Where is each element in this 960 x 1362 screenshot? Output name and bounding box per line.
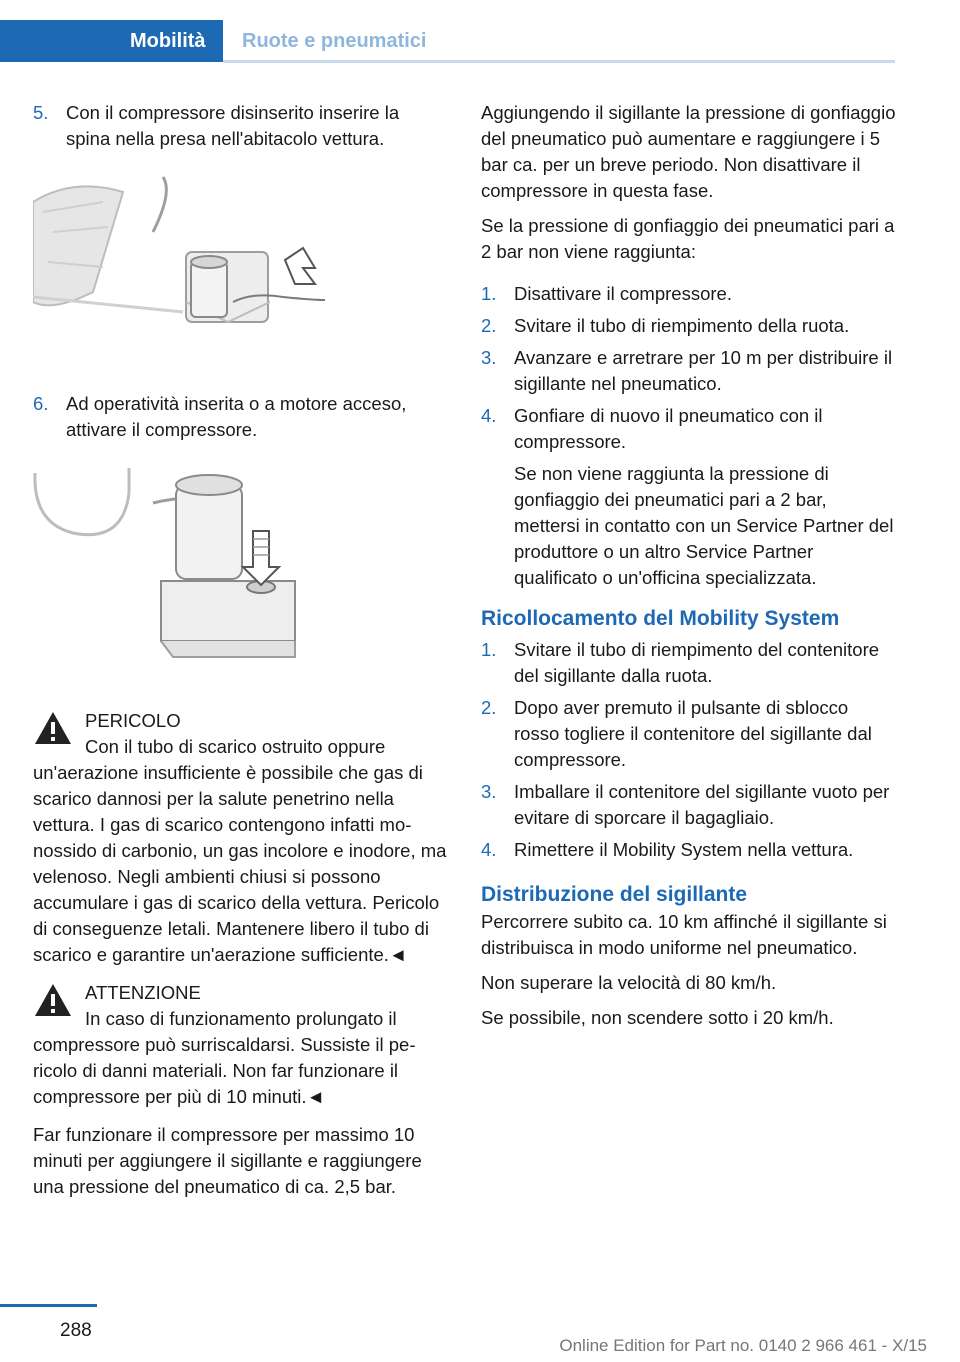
footer-rule: [0, 1304, 97, 1307]
paragraph: Aggiungendo il sigillante la pressione di gonfiaggio del pneumatico può aumentare e raggiungere i 5 bar ca. per un breve periodo. Non disattivare il compressore in questa fase.: [481, 102, 896, 201]
paragraph: Percorrere subito ca. 10 km affinché il sigillante si distribuisca in modo uniforme nel pneumatico.: [481, 911, 887, 958]
step-3: [481, 345, 896, 397]
warning-first-line: In caso di funzionamento prolungato il: [85, 1008, 397, 1029]
step-text: Svitare il tubo di riempimento della ruota.: [514, 315, 850, 336]
compressor-switch-illustration: [33, 463, 333, 673]
compressor-plug-illustration: [33, 172, 333, 362]
step-number: 2.: [481, 697, 497, 718]
step-text: Svitare il tubo di riempimento del contenitore del sigillante dalla ruota.: [514, 639, 880, 686]
step-6: [33, 391, 448, 443]
step-number: 2.: [481, 315, 497, 336]
warning-body: un'aerazione insufficiente è possibile che gas di scarico dannosi per la salute penetrino nella vettura. I gas di scarico contengono infatti monossido di carbonio, un gas incolore e inodore, ma velenoso. Negli ambienti chiusi si possono accumulare i gas di scarico della vettura. Pericolo di conseguenze letali. Mantenere libero il tubo di scarico e garantire un'aerazione sufficiente.◄: [33, 762, 447, 965]
step-2: [481, 313, 896, 339]
step-number: 4.: [481, 839, 497, 860]
step-number: 1.: [481, 283, 497, 304]
step-note: Se non viene raggiunta la pressione di gonfiaggio dei pneumatici pari a 2 bar, mettersi in contatto con un Service Partner del produttore o un altro Service Partner qualificato o un'officina specializzata.: [514, 463, 894, 588]
step-5: [33, 100, 448, 152]
caution-warning: [33, 980, 448, 1110]
step-text: Imballare il contenitore del sigillante vuoto per evitare di sporcare il bagagliaio.: [514, 781, 890, 828]
step-number: 3.: [481, 781, 497, 802]
section-heading: Ricollocamento del Mobility System: [481, 607, 840, 630]
paragraph: Non superare la velocità di 80 km/h.: [481, 972, 777, 993]
section-tab: Ruote e pneumatici: [242, 30, 427, 52]
step-text: Disattivare il compressore.: [514, 283, 732, 304]
step-text: Dopo aver premuto il pulsante di sblocco rosso togliere il contenitore del sigillante dal compressore.: [514, 697, 872, 770]
step-4: [481, 403, 896, 455]
header-rule: [223, 60, 895, 63]
chapter-tab: Mobilità: [0, 20, 223, 62]
danger-warning: [33, 708, 448, 968]
step-2: [481, 695, 896, 773]
step-number: 1.: [481, 639, 497, 660]
step-text: Rimettere il Mobility System nella vettura.: [514, 839, 854, 860]
left-column: [33, 100, 448, 1209]
step-number: 6.: [33, 393, 49, 414]
step-1: [481, 281, 896, 307]
step-text: Avanzare e arretrare per 10 m per distribuire il sigillante nel pneumatico.: [514, 347, 893, 394]
paragraph: Se possibile, non scendere sotto i 20 km/h.: [481, 1007, 834, 1028]
warning-title: PERICOLO: [85, 710, 181, 731]
warning-title: ATTENZIONE: [85, 982, 201, 1003]
paragraph: Se la pressione di gonfiaggio dei pneumatici pari a 2 bar non viene raggiunta:: [481, 215, 895, 262]
step-3: [481, 779, 896, 831]
step-4: [481, 837, 896, 863]
page-number: 288: [60, 1320, 92, 1341]
step-text: Con il compressore disinserito inserire la spina nella presa nell'abitacolo vettura.: [66, 102, 400, 149]
step-number: 3.: [481, 347, 497, 368]
step-number: 5.: [33, 102, 49, 123]
step-1: [481, 637, 896, 689]
page-header: [0, 0, 960, 64]
edition-note: Online Edition for Part no. 0140 2 966 461 - X/15: [559, 1336, 927, 1355]
paragraph: Far funzionare il compressore per massimo 10 minuti per aggiungere il sigillante e raggiungere una pressione del pneumatico di ca. 2,5 bar.: [33, 1124, 422, 1197]
step-text: Ad operatività inserita o a motore acceso, attivare il compressore.: [66, 393, 407, 440]
step-text: Gonfiare di nuovo il pneumatico con il compressore.: [514, 405, 823, 452]
warning-first-line: Con il tubo di scarico ostruito oppure: [85, 736, 386, 757]
step-number: 4.: [481, 405, 497, 426]
right-column: [481, 100, 896, 1040]
warning-body: compressore può surriscaldarsi. Sussiste il pericolo di danni materiali. Non far funzionare il compressore per più di 10 minuti.◄: [33, 1034, 416, 1107]
section-heading: Distribuzione del sigillante: [481, 883, 748, 906]
warning-triangle-icon: [33, 982, 73, 1018]
warning-triangle-icon: [33, 710, 73, 746]
